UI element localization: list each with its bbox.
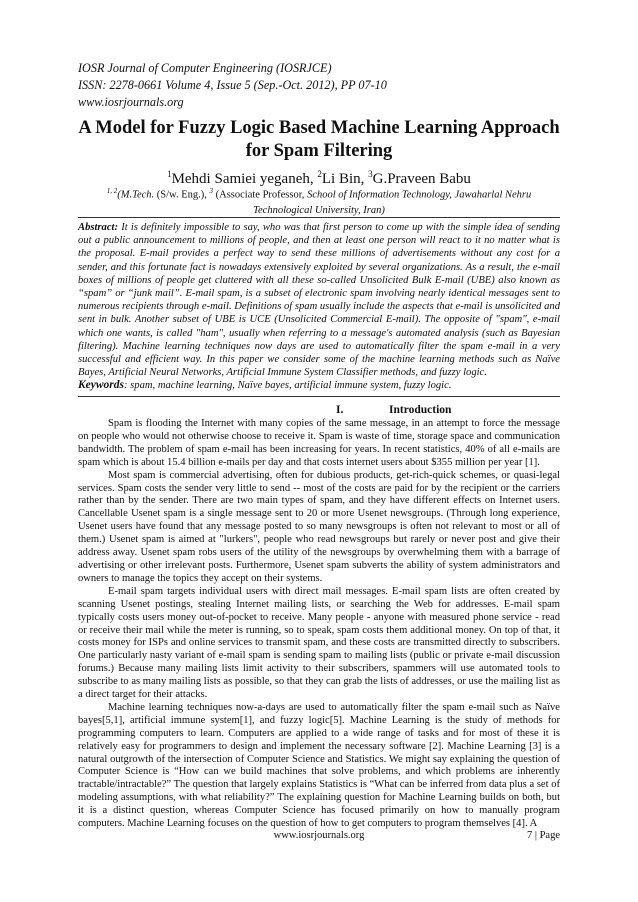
author-3: G.Praveen Babu xyxy=(372,171,471,187)
section-number: I. xyxy=(336,404,344,416)
affiliation-school: School of Information Technology, Jawaharlal Nehru xyxy=(307,189,532,201)
author-1-marker: 1 xyxy=(167,169,172,179)
affiliation-role: (Associate Professor, xyxy=(213,189,308,201)
journal-issn: ISSN: 2278-0661 Volume 4, Issue 5 (Sep.-Oct. 2012), PP 07-10 xyxy=(78,78,387,92)
footer-url: www.iosrjournals.org xyxy=(273,830,365,841)
paragraph: Machine learning techniques now-a-days are used to automatically filter the spam e-mail such as Naïve bayes[5,1], artificial immune system[1], and fuzzy logic[5]. Machine Learning is the study of methods for programming computers to learn. Computers are applied to a wide range of tasks and for most of these it is relatively easy for programmers to design and implement the necessary software [2]. Machine Learning [3] is a natural outgrowth of the intersection of Computer Science and Statistics. We might say explaining the question of Computer Science is “How can we build machines that solve problems, and which problems are inherently tractable/intractable?” The question that largely explains Statistics is “What can be inferred from data plus a set of modeling assumptions, with what reliability?” The explaining question for Machine Learning builds on both, but it is a distinct question, whereas Computer Science has focused primarily on how to manually program computers. Machine Learning focuses on the question of how to get computers to program themselves [4]. A xyxy=(78,701,560,830)
paragraph: E-mail spam targets individual users with direct mail messages. E-mail spam lists are often created by scanning Usenet postings, stealing Internet mailing lists, or searching the Web for addresses. E-mail spam typically costs users money out-of-pocket to receive. Many people - anyone with measured phone service - read or receive their mail while the meter is running, so to speak, spam costs them additional money. On top of that, it costs money for ISPs and online services to transmit spam, and these costs are transmitted directly to subscribers. One particularly nasty variant of e-mail spam is sending spam to mailing lists (public or private e-mail discussion forums.) Because many mailing lists limit activity to their subscribers, spammers will use automated tools to subscribe to as many mailing lists as possible, so that they can grab the lists of addresses, or use the mailing list as a direct target for their attacks. xyxy=(78,585,560,701)
paper-title: A Model for Fuzzy Logic Based Machine Learning Approach for Spam Filtering xyxy=(78,118,560,161)
author-2-marker: 2 xyxy=(317,169,322,179)
author-3-marker: 3 xyxy=(368,169,373,179)
affiliation-degree: (M.Tech. xyxy=(117,189,155,201)
abstract-text: It is definitely impossible to say, who was that first person to come up with the simple idea of sending out a public announcement to millions of people, and then at least one person will react to it no matter what is the proposal. E-mail provides a perfect way to send these millions of advertisements without any cost for a sender, and this fortunate fact is nowadays extensively exploited by several organizations. As a result, the e-mail boxes of millions of people get cluttered with all these so-called Unsolicited Bulk E-mail (UBE) also known as “spam” or “junk mail”. E-mail spam, is a subset of electronic spam involving nearly identical messages sent to numerous recipients through e-mail. Definitions of spam usually include the aspects that e-mail is unsolicited and sent in bulk. Another subset of UBE is UCE (Unsolicited Commercial E-mail). The opposite of "spam", e-mail which one wants, is called "ham", usually when referring to a message's automated analysis (such as Bayesian filtering). Machine learning techniques now days are used to automatically filter the spam e-mail in a very successful and efficient way. In this paper we consider some of the machine learning methods such as Naïve Bayes, Artificial Neural Networks, Artificial Immune System Classifier methods, and fuzzy logic. xyxy=(78,222,560,379)
keywords-label: Keywords xyxy=(78,379,124,392)
keywords xyxy=(78,379,560,395)
affiliation-marker-1: 1, 2 xyxy=(106,187,118,195)
paragraph: Spam is flooding the Internet with many copies of the same message, in an attempt to force the message on people who would not otherwise choose to receive it. Spam is waste of time, storage space and communication bandwidth. The problem of spam e-mail has been increasing for years. In recent statistics, 40% of all e-mails are spam which is about 15.4 billion e-mails per day and that costs internet users about $355 million per year [1]. xyxy=(78,418,560,468)
abstract xyxy=(78,218,560,379)
body-text xyxy=(78,418,560,831)
affiliation-marker-2: 3 xyxy=(209,187,213,195)
abstract-section xyxy=(78,217,560,397)
page-number: 7 | Page xyxy=(526,830,560,841)
author-1: Mehdi Samiei yeganeh, xyxy=(171,171,318,187)
journal-header xyxy=(78,60,560,111)
section-title: Introduction xyxy=(389,404,452,416)
journal-name: IOSR Journal of Computer Engineering (IOSRJCE) xyxy=(78,61,332,75)
journal-url: www.iosrjournals.org xyxy=(78,95,184,109)
paragraph: Most spam is commercial advertising, often for dubious products, get-rich-quick schemes, or quasi-legal services. Spam costs the sender very little to send -- most of the costs are paid for by the recipient or the carriers rather than by the sender. There are two main types of spam, and they have different effects on Internet users. Cancellable Usenet spam is a single message sent to 20 or more Usenet newsgroups. (Through long experience, Usenet users have found that any message posted to so many newsgroups is often not relevant to most or all of them.) Usenet spam is aimed at "lurkers", people who read newsgroups but rarely or never post and give their address away. Usenet spam robs users of the utility of the newsgroups by overwhelming them with a barrage of advertising or other irrelevant posts. Furthermore, Usenet spam subverts the ability of system administrators and owners to manage the topics they accept on their systems. xyxy=(78,469,560,584)
affiliation-dept: (S/w. Eng.), xyxy=(154,189,210,201)
affiliation-line-2: Technological University, Iran) xyxy=(253,204,385,216)
affiliation-line-1 xyxy=(78,184,560,203)
author-2: Li Bin, xyxy=(321,171,369,187)
page-footer xyxy=(78,830,560,844)
abstract-label: Abstract: xyxy=(78,222,119,233)
keywords-text: : spam, machine learning, Naïve bayes, artificial immune system, fuzzy logic. xyxy=(124,380,452,392)
affiliation xyxy=(78,184,560,218)
